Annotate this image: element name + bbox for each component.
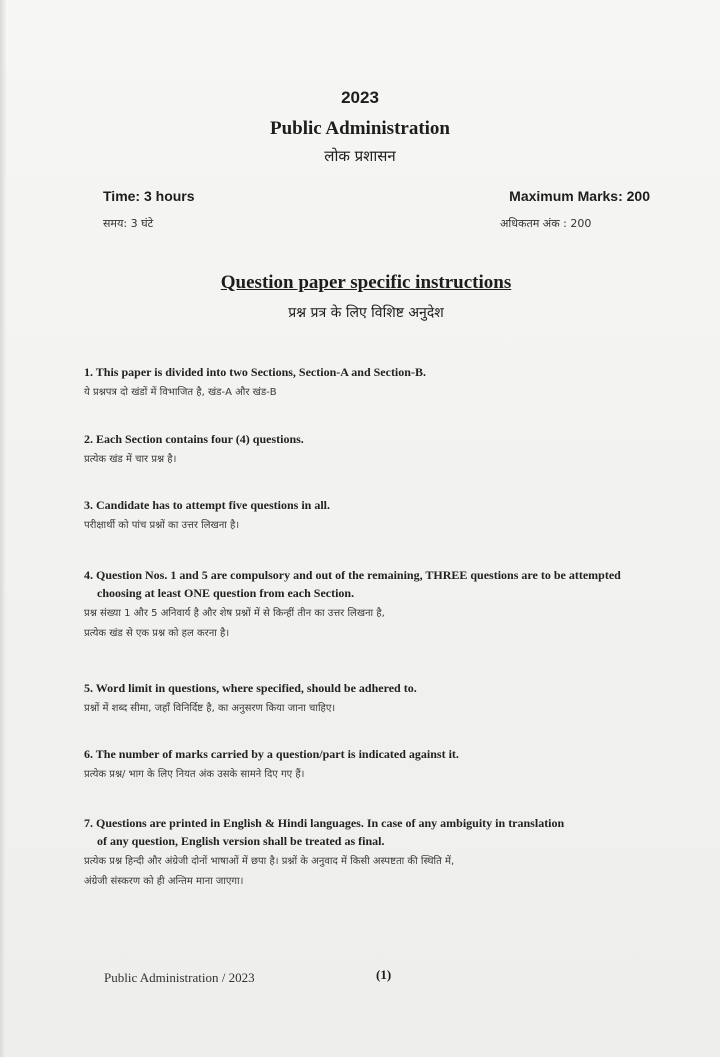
instruction-text: 5. Word limit in questions, where specified, should be adhered to. <box>84 681 417 695</box>
instruction-item-1 <box>84 363 684 402</box>
instruction-text-continued: choosing at least ONE question from each Section. <box>97 586 355 600</box>
instruction-text: 3. Candidate has to attempt five questions in all. <box>84 498 331 512</box>
instruction-text: 2. Each Section contains four (4) questions. <box>84 432 304 446</box>
instruction-text: 6. The number of marks carried by a question/part is indicated against it. <box>84 747 459 761</box>
page-number: (1) <box>376 967 392 982</box>
instruction-text-hindi: परीक्षार्थी को पांच प्रश्नों का उत्तर लिखना है। <box>84 520 240 531</box>
instruction-item-3 <box>84 496 684 535</box>
instruction-text-hindi: प्रत्येक प्रश्न हिन्दी और अंग्रेजी दोनों भाषाओं में छपा है। प्रश्नों के अनुवाद में किसी अस्पष्टता की स्थिति में, <box>84 856 455 867</box>
instruction-text-hindi: प्रश्नों में शब्द सीमा, जहाँ विनिर्दिष्ट है, का अनुसरण किया जाना चाहिए। <box>84 703 336 714</box>
instruction-text-hindi: प्रश्न संख्या 1 और 5 अनिवार्य है और शेष प्रश्नों में से किन्हीं तीन का उत्तर लिखना है, <box>84 608 385 619</box>
instruction-text: 4. Question Nos. 1 and 5 are compulsory and out of the remaining, THREE questions are to be attempted <box>84 568 621 582</box>
instruction-item-5 <box>84 679 684 718</box>
instructions-heading: Question paper specific instructions <box>220 272 512 293</box>
instructions-heading-hindi: प्रश्न प्रत्र के लिए विशिष्ट अनुदेश <box>288 305 444 321</box>
subject-title: Public Administration <box>270 118 450 139</box>
subject-title-hindi: लोक प्रशासन <box>324 147 396 165</box>
instruction-item-7 <box>84 814 684 891</box>
instruction-text-hindi-continued: प्रत्येक खंड से एक प्रश्न को हल करना है। <box>84 628 230 639</box>
time-label: Time: 3 hours <box>103 188 195 204</box>
instruction-text-hindi: प्रत्येक खंड में चार प्रश्न है। <box>84 454 177 465</box>
instruction-item-6 <box>84 745 684 784</box>
instruction-text-continued: of any question, English version shall be treated as final. <box>97 834 385 848</box>
instruction-item-4 <box>84 566 684 643</box>
instruction-text-hindi-continued: अंग्रेजी संस्करण को ही अन्तिम माना जाएगा। <box>84 876 244 887</box>
instruction-item-2 <box>84 430 684 469</box>
instruction-text-hindi: प्रत्येक प्रश्न/ भाग के लिए नियत अंक उसके सामने दिए गए हैं। <box>84 769 305 780</box>
exam-year: 2023 <box>341 88 379 107</box>
max-marks-label: Maximum Marks: 200 <box>509 188 650 204</box>
footer-subject: Public Administration / 2023 <box>104 970 255 985</box>
instruction-text-hindi: ये प्रश्नपत्र दो खंडों में विभाजित है, खंड-A और खंड-B <box>84 387 277 398</box>
instruction-text: 1. This paper is divided into two Sections, Section-A and Section-B. <box>84 365 426 379</box>
instruction-text: 7. Questions are printed in English & Hindi languages. In case of any ambiguity in translation <box>84 816 565 830</box>
max-marks-label-hindi: अधिकतम अंक : 200 <box>500 217 592 230</box>
time-label-hindi: समय: 3 घंटे <box>103 217 154 230</box>
